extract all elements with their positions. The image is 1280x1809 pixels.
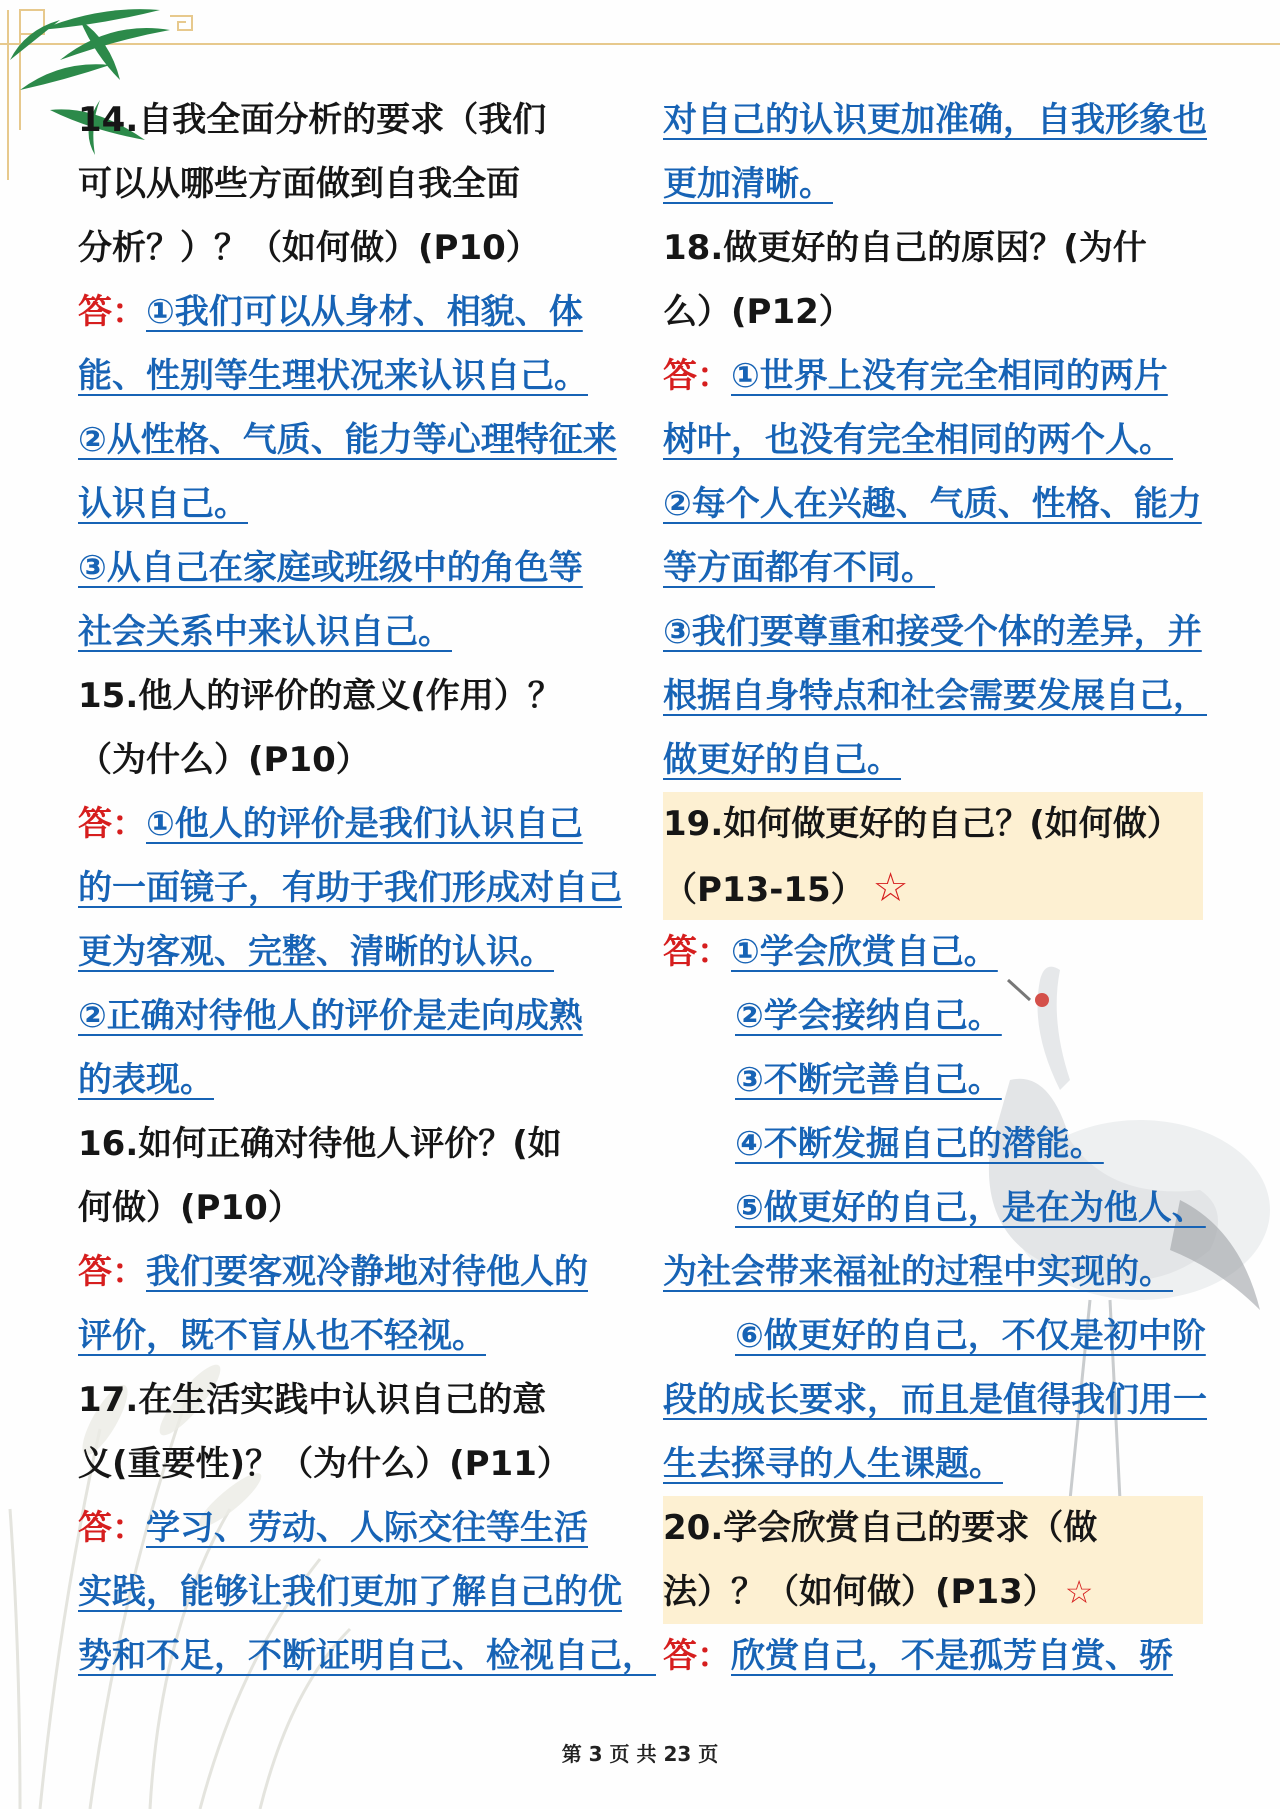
answer-text: ④不断发掘自己的潜能。 <box>735 1124 1104 1164</box>
answer-line <box>663 152 1203 216</box>
answer-line <box>663 920 1203 984</box>
answer-text: 生去探寻的人生课题。 <box>663 1444 1003 1484</box>
question-text: 14.自我全面分析的要求（我们 <box>78 100 547 140</box>
question-line <box>663 216 1203 280</box>
answer-line <box>663 664 1207 728</box>
question-text: 16.如何正确对待他人评价？(如 <box>78 1124 562 1164</box>
answer-line <box>78 408 628 472</box>
answer-text: ②从性格、气质、能力等心理特征来 <box>78 420 617 460</box>
answer-text: 段的成长要求，而且是值得我们用一 <box>663 1380 1207 1420</box>
star-icon: ☆ <box>1064 1573 1094 1611</box>
answer-line <box>663 1240 1203 1304</box>
answer-text: ⑤做更好的自己，是在为他人、 <box>735 1188 1206 1228</box>
answer-text: 树叶，也没有完全相同的两个人。 <box>663 420 1173 460</box>
question-text: （P13-15） <box>663 870 865 910</box>
answer-line <box>78 600 628 664</box>
answer-text: ②正确对待他人的评价是走向成熟 <box>78 996 583 1036</box>
question-line <box>78 1176 628 1240</box>
answer-text: 根据自身特点和社会需要发展自己， <box>663 676 1207 716</box>
answer-line <box>663 344 1203 408</box>
question-line <box>78 1432 628 1496</box>
answer-text: ③从自己在家庭或班级中的角色等 <box>78 548 583 588</box>
answer-label: 答： <box>78 804 146 844</box>
question-line <box>663 1560 1203 1624</box>
question-text: 何做）(P10） <box>78 1188 302 1228</box>
answer-label: 答： <box>663 932 731 972</box>
answer-line <box>78 472 628 536</box>
answer-text: 我们要客观冷静地对待他人的 <box>146 1252 588 1292</box>
question-text: （为什么）(P10） <box>78 740 370 780</box>
answer-line <box>663 1624 1203 1688</box>
answer-text: 欣赏自己，不是孤芳自赏、骄 <box>731 1636 1173 1676</box>
answer-line <box>663 1304 1206 1368</box>
answer-line <box>78 280 628 344</box>
answer-line <box>663 1112 1203 1176</box>
question-line <box>78 1112 628 1176</box>
answer-text: ①学会欣赏自己。 <box>731 932 998 972</box>
answer-text: ⑥做更好的自己，不仅是初中阶 <box>735 1316 1206 1356</box>
answer-line <box>78 1624 656 1688</box>
question-text: 19.如何做更好的自己？(如何做） <box>663 804 1181 844</box>
question-line <box>78 1368 628 1432</box>
question-line <box>663 1496 1203 1560</box>
question-line <box>663 792 1203 856</box>
answer-line <box>78 984 628 1048</box>
answer-text: 势和不足，不断证明自己、检视自己， <box>78 1636 656 1676</box>
question-text: 15.他人的评价的意义(作用）？ <box>78 676 562 716</box>
answer-text: 认识自己。 <box>78 484 248 524</box>
answer-text: 能、性别等生理状况来认识自己。 <box>78 356 588 396</box>
question-line <box>78 152 628 216</box>
question-text: 20.学会欣赏自己的要求（做 <box>663 1508 1098 1548</box>
answer-line <box>663 408 1203 472</box>
right-column <box>663 88 1207 1688</box>
answer-line <box>663 1048 1203 1112</box>
answer-text: 更加清晰。 <box>663 164 833 204</box>
answer-line <box>663 600 1203 664</box>
question-text: 法）？（如何做）(P13） <box>663 1572 1057 1612</box>
question-line <box>78 664 628 728</box>
answer-text: 评价，既不盲从也不轻视。 <box>78 1316 486 1356</box>
question-line <box>663 280 1203 344</box>
question-text: 义(重要性)？（为什么）(P11） <box>78 1444 571 1484</box>
question-line <box>78 88 628 152</box>
answer-text: 学习、劳动、人际交往等生活 <box>146 1508 588 1548</box>
answer-text: 更为客观、完整、清晰的认识。 <box>78 932 554 972</box>
answer-text: ②学会接纳自己。 <box>735 996 1002 1036</box>
answer-label: 答： <box>663 1636 731 1676</box>
answer-line <box>78 792 628 856</box>
question-line <box>78 216 628 280</box>
question-line <box>78 728 628 792</box>
answer-line <box>78 1304 628 1368</box>
star-icon: ☆ <box>872 865 909 911</box>
answer-text: 做更好的自己。 <box>663 740 901 780</box>
answer-line <box>663 88 1207 152</box>
answer-label: 答： <box>663 356 731 396</box>
page-number-footer: 第 3 页 共 23 页 <box>561 1742 719 1766</box>
answer-line <box>78 344 628 408</box>
answer-line <box>663 1176 1206 1240</box>
question-line <box>663 856 1203 920</box>
answer-line <box>663 1368 1207 1432</box>
answer-text: 的表现。 <box>78 1060 214 1100</box>
answer-line <box>663 536 1203 600</box>
question-text: 18.做更好的自己的原因？(为什 <box>663 228 1147 268</box>
answer-text: ①他人的评价是我们认识自己 <box>146 804 583 844</box>
answer-line <box>78 1240 628 1304</box>
answer-text: ①世界上没有完全相同的两片 <box>731 356 1168 396</box>
answer-line <box>78 920 628 984</box>
answer-line <box>663 984 1203 1048</box>
answer-line <box>663 472 1203 536</box>
question-text: 17.在生活实践中认识自己的意 <box>78 1380 547 1420</box>
answer-text: 等方面都有不同。 <box>663 548 935 588</box>
answer-text: 对自己的认识更加准确，自我形象也 <box>663 100 1207 140</box>
question-text: 分析？）？（如何做）(P10） <box>78 228 540 268</box>
answer-line <box>78 536 628 600</box>
answer-text: 为社会带来福祉的过程中实现的。 <box>663 1252 1173 1292</box>
answer-line <box>78 1496 628 1560</box>
answer-line <box>78 1560 628 1624</box>
answer-text: 实践，能够让我们更加了解自己的优 <box>78 1572 622 1612</box>
answer-text: ②每个人在兴趣、气质、性格、能力 <box>663 484 1202 524</box>
answer-text: ③不断完善自己。 <box>735 1060 1002 1100</box>
question-text: 可以从哪些方面做到自我全面 <box>78 164 520 204</box>
answer-label: 答： <box>78 1252 146 1292</box>
answer-line <box>78 1048 628 1112</box>
answer-text: ①我们可以从身材、相貌、体 <box>146 292 583 332</box>
answer-text: 社会关系中来认识自己。 <box>78 612 452 652</box>
answer-line <box>663 1432 1203 1496</box>
answer-text: 的一面镜子，有助于我们形成对自己 <box>78 868 622 908</box>
left-column <box>78 88 656 1688</box>
answer-text: ③我们要尊重和接受个体的差异，并 <box>663 612 1202 652</box>
answer-label: 答： <box>78 292 146 332</box>
answer-line <box>78 856 628 920</box>
answer-label: 答： <box>78 1508 146 1548</box>
question-text: 么）(P12） <box>663 292 853 332</box>
answer-line <box>663 728 1203 792</box>
